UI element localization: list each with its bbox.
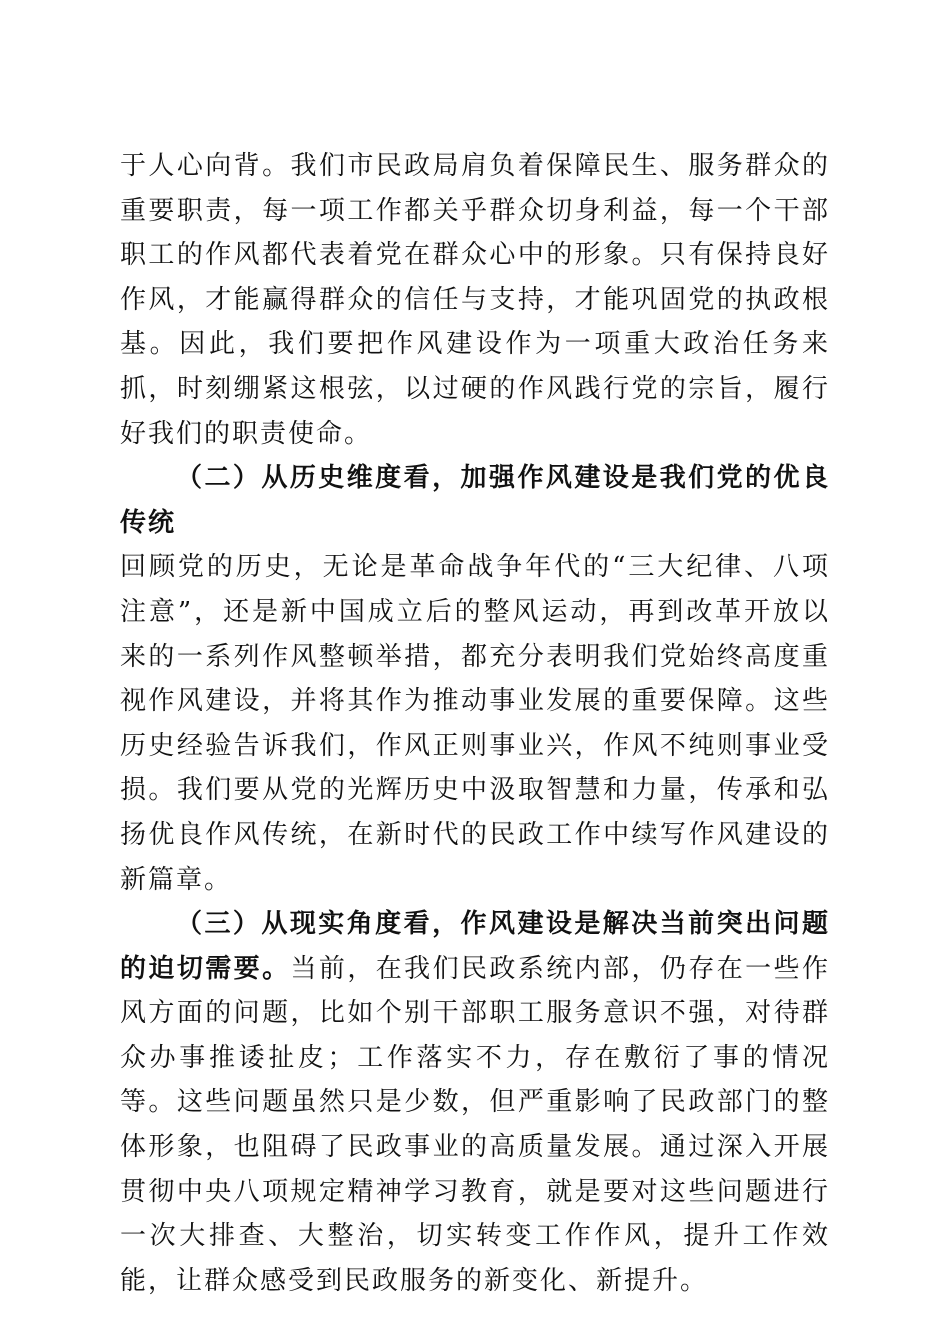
section-2-body: 回顾党的历史，无论是革命战争年代的“三大纪律、八项注意”，还是新中国成立后的整风运动，再到改革开放以来的一系列作风整顿举措，都充分表明我们党始终高度重视作风建设，并将其作为推动事业发展的重要保障。这些历史经验告诉我们，作风正则事业兴，作风不纯则事业受损。我们要从党的光辉历史中汲取智慧和力量，传承和弘扬优良作风传统，在新时代的民政工作中续写作风建设的新篇章。: [120, 552, 830, 895]
section-3-paragraph: [120, 902, 830, 1303]
section-3-heading: （三）从现实角度看，作风建设是解决当前突出问题的迫切需要。: [120, 909, 830, 984]
section-2-heading: （二）从历史维度看，加强作风建设是我们党的优良传统: [120, 463, 830, 538]
paragraph-continuation: 于人心向背。我们市民政局肩负着保障民生、服务群众的重要职责，每一项工作都关乎群众切身利益，每一个干部职工的作风都代表着党在群众心中的形象。只有保持良好作风，才能赢得群众的信任与支持，才能巩固党的执政根基。因此，我们要把作风建设作为一项重大政治任务来抓，时刻绷紧这根弦，以过硬的作风践行党的宗旨，履行好我们的职责使命。: [120, 151, 830, 449]
section-3-body: 当前，在我们民政系统内部，仍存在一些作风方面的问题，比如个别干部职工服务意识不强，对待群众办事推诿扯皮；工作落实不力，存在敷衍了事的情况等。这些问题虽然只是少数，但严重影响了民政部门的整体形象，也阻碍了民政事业的高质量发展。通过深入开展贯彻中央八项规定精神学习教育，就是要对这些问题进行一次大排查、大整治，切实转变工作作风，提升工作效能，让群众感受到民政服务的新变化、新提升。: [120, 953, 830, 1296]
document-page: [120, 144, 830, 1303]
